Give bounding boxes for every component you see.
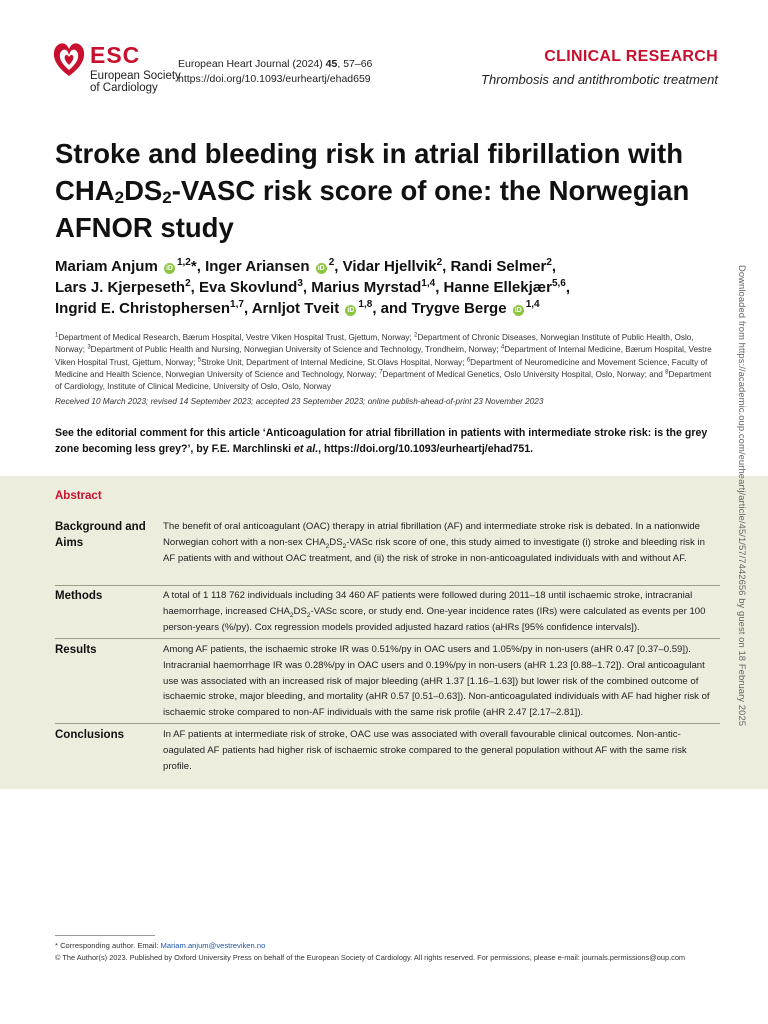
author-separator: , [442,258,451,275]
results-label: Results [55,644,97,656]
download-watermark-text: Downloaded from https://academic.oup.com/eurheartj/article/45/1/57/7442656 by guest on 18 February 2025 [737,265,748,727]
author-affiliation-marker: 2 [436,257,443,268]
conclusions-label: Conclusions [55,729,125,741]
affiliation-number: 2 [414,332,418,339]
author-affiliation-marker: 1,7 [230,299,244,310]
affiliation-number: 1 [55,332,59,339]
abstract-divider [55,638,720,639]
background-label: Background and Aims [55,521,146,549]
author-separator: , [551,258,557,275]
author-separator: , [565,279,571,296]
author-name[interactable]: Ingrid E. Christophersen [55,300,231,317]
abstract-divider [55,723,720,724]
publication-dates: Received 10 March 2023; revised 14 September 2023; accepted 23 September 2023; online publish-ahead-of-print 23 November 2023 [55,397,544,406]
affiliations [55,332,720,393]
footnote-rule [55,935,155,936]
author-affiliation-marker: 1,8 [358,299,373,310]
author-separator: , [334,258,343,275]
affiliation-number: 7 [379,369,383,376]
affiliation-text: Department of Medical Research, Bærum Hospital, Vestre Viken Hospital Trust, Gjettum, Norway; [58,333,415,342]
background-text: The benefit of oral anticoagulant (OAC) therapy in atrial fibrillation (AF) and intermediate stroke risk is debated. In a nationwide Norwegian cohort with a non-sex $CHA_2DS_2$-VASc risk score of one, this study aimed to investigate (i) stroke and bleeding risk in AF patients with and without OAC treatment, and (ii) the risk of stroke in non-anticoagulated individuals with and without AF. [163,521,705,564]
affiliation-number: 8 [665,369,669,376]
affiliation-number: 6 [466,356,471,363]
article-title: Stroke and bleeding risk in atrial fibrillation with $CHA_2DS_2$-VASC risk score of one: the Norwegian AFNOR study [55,138,690,243]
affiliation-text: Department of Internal Medicine, Bærum Hospital, Vestre Viken Hospital Trust, Gjettum, Norway; [55,345,712,367]
author-list [55,256,705,319]
editorial-note: See the editorial comment for this article ‘Anticoagulation for atrial fibrillation in patients with intermediate stroke risk: is the grey zone becoming less grey?’, by F.E. Marchlinski et al., https://doi.org/10.1093/eurheartj/ehad751. [55,427,708,455]
conclusions-text: In AF patients at intermediate risk of stroke, OAC use was associated with overall favourable clinical outcomes. Non-anticoagulated AF patients had higher risk of ischaemic stroke compared to the general population without AF with the same risk profile. [163,729,687,772]
orcid-icon[interactable]: iD [514,307,522,314]
article-category: CLINICAL RESEARCH [544,48,718,65]
download-watermark [736,265,750,765]
affiliation-text: Department of Cardiology, Institute of Clinical Medicine, University of Oslo, Oslo, Norway [55,369,712,392]
author-name[interactable]: Arnljot Tveit [251,300,340,317]
author-name[interactable]: Hanne Ellekjær [443,279,552,296]
affiliation-text: Department of Neuromedicine and Movement Science, Faculty of Medicine and Health Science, Norwegian University of Science and Technology, Norway; [55,357,708,379]
author-affiliation-marker: 3 [297,278,303,289]
author-separator: , [190,279,199,296]
author-name[interactable]: Randi Selmer [450,258,547,275]
abstract-divider [55,585,720,586]
methods-text: A total of 1 118 762 individuals including 34 460 AF patients were followed during 2011–18 until ischaemic stroke, intracranial haemorrhage, increased $CHA_2DS_2$-VASc score, or study end. One-year incidence rates (IRs) were calculated as events per 100 person-years (%/py). Cox regression models provided adjusted hazard ratios (aHRs [95% confidence intervals]). [163,590,706,633]
abstract-heading: Abstract [55,490,102,502]
author-name[interactable]: Marius Myrstad [311,279,422,296]
journal-pages: , 57–66 [337,58,373,70]
doi-link[interactable]: https://doi.org/10.1093/eurheartj/ehad659 [178,73,371,85]
logo-subtitle-line2: of Cardiology [90,82,158,94]
corresponding-email-link[interactable]: Mariam.anjum@vestreviken.no [160,941,266,950]
journal-citation [178,57,372,87]
author-separator: , and [372,300,412,317]
author-name[interactable]: Inger Ariansen [205,258,310,275]
copyright-notice: © The Author(s) 2023. Published by Oxford University Press on behalf of the European Society of Cardiology. All rights reserved. For permissions, please e-mail: journals.permissions@oup.com [55,953,686,962]
affiliation-number: 4 [500,344,505,351]
affiliation-text: Department of Chronic Diseases, Norwegian Institute of Public Health, Oslo, Norway; [55,333,694,355]
author-affiliation-marker: 5,6 [551,278,566,289]
author-name[interactable]: Eva Skovlund [198,279,298,296]
author-affiliation-marker: 2 [328,257,335,268]
affiliation-number: 5 [197,356,202,363]
logo-subtitle-line1: European Society [90,70,181,82]
journal-volume: 45 [325,58,338,70]
affiliation-text: Department of Public Health and Nursing, Norwegian University of Science and Technology, Trondheim, Norway; [90,345,501,355]
author-affiliation-marker: 1,4 [421,278,436,289]
logo-text: ESC [90,42,141,68]
author-affiliation-marker: 1,4 [525,299,540,310]
orcid-icon[interactable]: iD [165,265,173,272]
affiliation-number: 3 [87,344,91,351]
corresponding-author-note: * Corresponding author. Email: Mariam.anjum@vestreviken.no [55,941,266,950]
esc-logo [52,40,182,95]
journal-name: European Heart Journal (2024) [178,58,326,70]
article-subcategory: Thrombosis and antithrombotic treatment [481,72,718,87]
author-separator: , [435,279,444,296]
author-affiliation-marker: 2 [185,278,191,289]
affiliation-text: Stroke Unit, Department of Internal Medicine, St.Olavs Hospital, Norway; [201,357,467,367]
author-separator: *, [190,258,206,275]
author-name[interactable]: Trygve Berge [411,300,507,317]
author-name[interactable]: Lars J. Kjerpeseth [55,279,186,296]
author-affiliation-marker: 2 [546,257,552,268]
author-separator: , [302,279,312,296]
author-name[interactable]: Mariam Anjum [55,258,158,275]
heart-logo-icon [52,40,86,80]
author-name[interactable]: Vidar Hjellvik [342,258,437,275]
results-text: Among AF patients, the ischaemic stroke IR was 0.51%/py in OAC users and 1.05%/py in non-users (aHR 0.47 [0.37–0.59]). Intracranial haemorrhage IR was 0.28%/py in OAC users and 0.19%/py in non-users (aHR 1.23 [0.88–1.72]). Oral anticoagulant use was associated with an increased risk of major bleeding (aHR 1.37 [1.16–1.63]) but lower risk of the combined outcome of ischaemic stroke, major bleeding, and mortality (aHR 0.57 [0.51–0.63]). Non-anticoagulated individuals with AF had higher risk of ischaemic stroke compared to non-AF individuals with the same risk profile (aHR 2.47 [2.17–2.81]). [163,644,710,719]
author-affiliation-marker: 1,2 [176,257,191,268]
affiliation-text: Department of Medical Genetics, Oslo University Hospital, Oslo, Norway; and [382,369,666,379]
author-separator: , [243,300,252,317]
orcid-icon[interactable]: iD [317,265,325,272]
orcid-icon[interactable]: iD [347,307,355,314]
methods-label: Methods [55,590,103,602]
